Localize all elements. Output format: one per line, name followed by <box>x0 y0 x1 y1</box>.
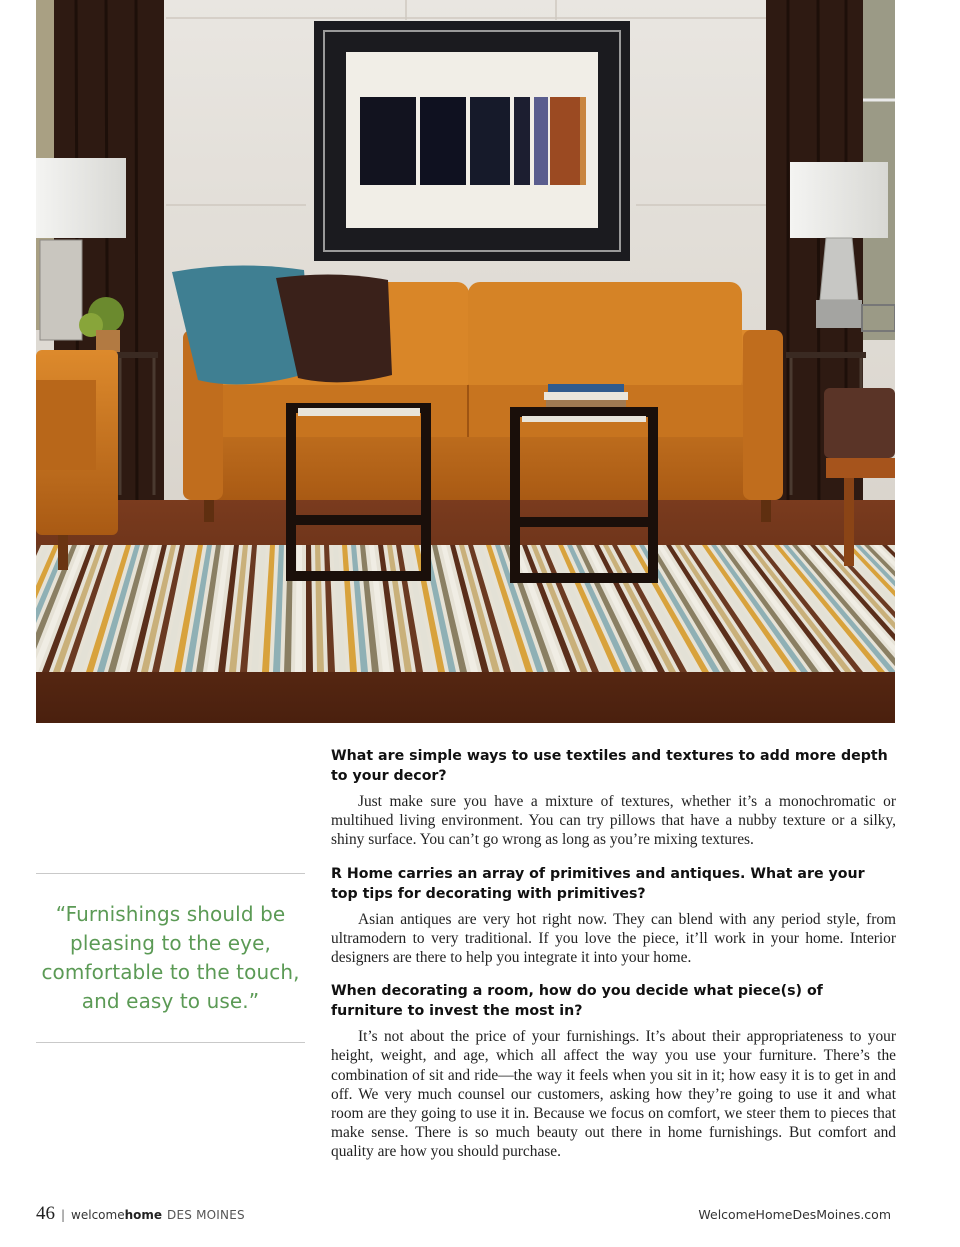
pull-quote-text: “Furnishings should be pleasing to the eye, comfortable to the touch, and easy to use.” <box>41 902 300 1013</box>
pull-quote <box>36 873 305 1043</box>
answer-paragraph: It’s not about the price of your furnishings. It’s about their appropriateness to your height, weight, and age, which all affect the way you use your furniture. There’s the combination of sit and ride—the way it feels when you sit in it; how easy it is to get in and off. We very much counsel our customers, asking how they’re going to use it and what room are they going to use it in. Because we focus on comfort, we steer them to pieces that make sense. There is so much beauty out there in home furnishings. But comfort and quality are how you should purchase. <box>331 1028 896 1161</box>
page-number: 46 <box>36 1203 55 1224</box>
footer-separator: | <box>61 1208 66 1222</box>
hero-image <box>36 0 895 723</box>
question-heading: What are simple ways to use textiles and textures to add more depth to your decor? <box>331 748 888 784</box>
qa-item-furniture-investment <box>331 981 896 1161</box>
brand-city: DES MOINES <box>167 1208 245 1222</box>
question-heading: R Home carries an array of primitives and antiques. What are your top tips for decorating with primitives? <box>331 865 865 902</box>
question-heading: When decorating a room, how do you decide what piece(s) of furniture to invest the most in? <box>331 983 823 1020</box>
footer-folio <box>36 1203 245 1225</box>
brand-name-light: welcome <box>71 1208 125 1222</box>
qa-item-primitives <box>331 864 896 968</box>
qa-item-textiles <box>331 746 896 850</box>
answer-paragraph: Asian antiques are very hot right now. They can blend with any period style, from ultramodern to very traditional. If you love the piece, it’ll work in your home. Interior designers are there to help you integrate it into your home. <box>331 910 896 967</box>
article-body <box>331 746 896 1176</box>
answer-paragraph: Just make sure you have a mixture of textures, whether it’s a monochromatic or multihued living environment. You can try pillows that have a nubby texture or a silky, shiny surface. You can’t go wrong as long as you’re mixing textures. <box>331 793 896 849</box>
brand-name-bold: home <box>124 1208 163 1222</box>
website-url: WelcomeHomeDesMoines.com <box>698 1207 891 1222</box>
page-footer <box>36 1203 891 1227</box>
